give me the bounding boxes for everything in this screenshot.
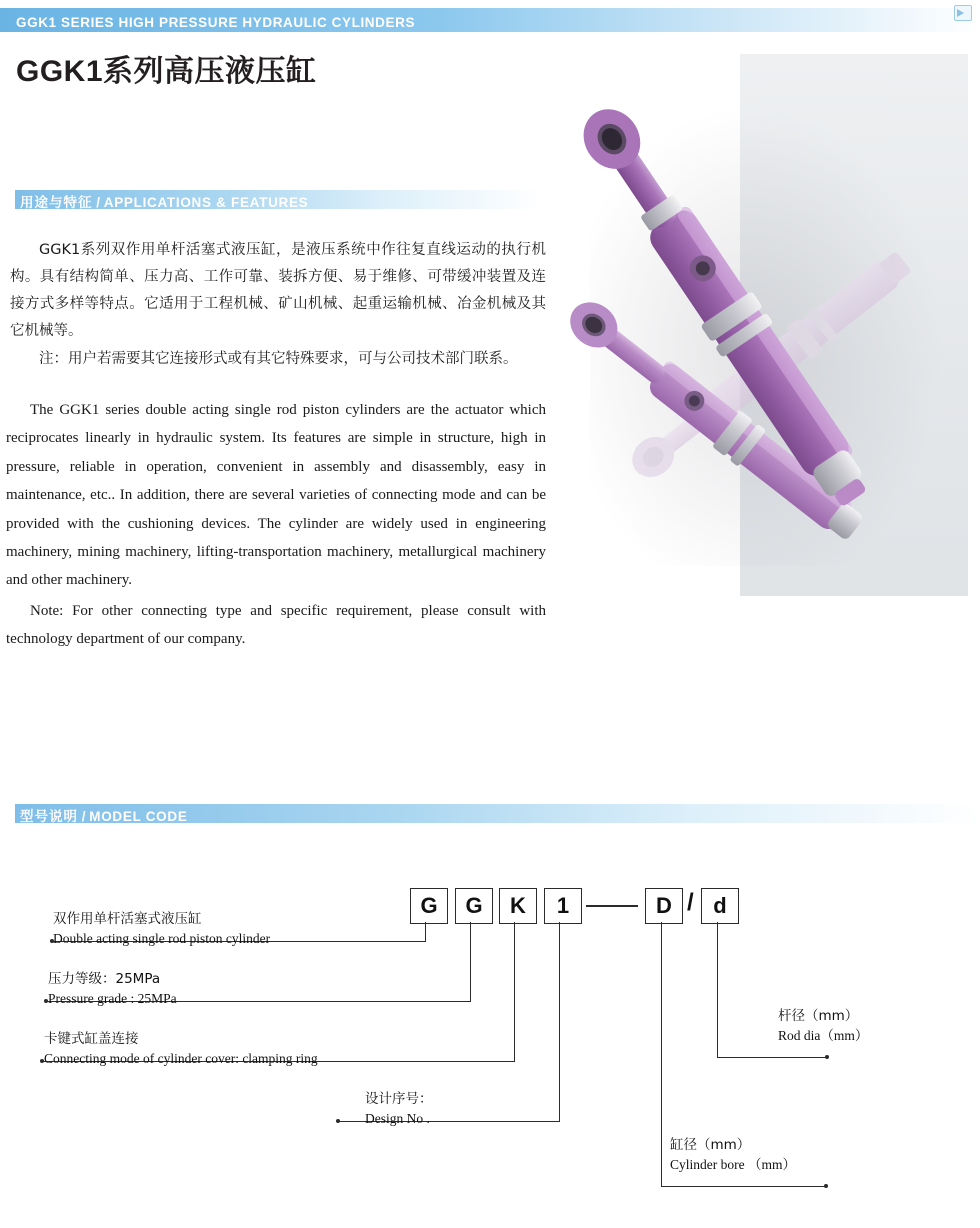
callout-4-cn: 设计序号： [365, 1091, 433, 1107]
page-corner-icon [954, 5, 972, 21]
body-cn-paragraph-1: GGK1系列双作用单杆活塞式液压缸，是液压系统中作往复直线运动的执行机构。具有结构简单、压力高、工作可靠、装拆方便、易于维修、可带缓冲装置及连接方式多样等特点。它适用于工程机械、矿山机械、起重运输机械、冶金机械及其它机械等。 [10, 242, 546, 339]
callout-3-cn: 卡键式缸盖连接 [44, 1031, 139, 1047]
section-heading-applications-text [20, 191, 308, 211]
code-slash: / [687, 889, 694, 916]
leader-4-vertical [559, 922, 560, 1121]
section-heading-applications-en: APPLICATIONS & FEATURES [103, 195, 309, 210]
section-heading-applications-cn: 用途与特征 [20, 195, 93, 210]
section-heading-model-code [10, 804, 980, 823]
body-text-english [6, 396, 546, 654]
body-text-chinese [10, 237, 546, 373]
callout-1-en: Double acting single rod piston cylinder [53, 931, 271, 946]
callout-3-label [44, 1030, 318, 1068]
leader-5-vertical [661, 922, 662, 1186]
section-heading-model-code-sep: / [78, 809, 90, 824]
leader-5-dot [824, 1184, 828, 1188]
code-box-2: G [455, 888, 493, 924]
section-heading-tick [10, 190, 15, 209]
body-en-paragraph-1: The GGK1 series double acting single rod piston cylinders are the actuator which reciprocates linearly in hydraulic system. Its features are simple in structure, high in pressure, reliable in operation, convenient in assembly and disassembly, easy in maintenance, etc.. In addition, there are several varieties of connecting mode and can be provided with the cushioning devices. The cylinder are widely used in engineering machinery, mining machinery, lifting-transportation machinery, metallurgical machinery and other machinery. [6, 402, 546, 589]
code-box-6: d [701, 888, 739, 924]
leader-6-vertical [717, 922, 718, 1057]
body-cn-paragraph-2: 注：用户若需要其它连接形式或有其它特殊要求，可与公司技术部门联系。 [39, 351, 518, 367]
section-heading-applications-sep: / [92, 195, 104, 210]
code-box-3: K [499, 888, 537, 924]
page-header-bar [0, 8, 980, 32]
product-photo [560, 36, 970, 596]
callout-6-cn: 杆径（mm） [778, 1008, 859, 1024]
callout-2-cn: 压力等级：25MPa [48, 971, 161, 987]
callout-2-label [48, 970, 177, 1008]
section-heading-model-code-text [20, 805, 188, 825]
code-box-5: D [645, 888, 683, 924]
leader-5-horizontal [661, 1186, 826, 1187]
callout-5-label [670, 1136, 796, 1174]
callout-5-en: Cylinder bore （mm） [670, 1157, 796, 1172]
callout-4-en: Design No . [365, 1111, 430, 1126]
code-box-4: 1 [544, 888, 582, 924]
callout-4-label [365, 1090, 433, 1128]
leader-2-vertical [470, 922, 471, 1001]
callout-1-label [53, 910, 270, 948]
body-en-paragraph-2: Note: For other connecting type and specific requirement, please consult with technology department of our company. [6, 602, 546, 648]
model-code-diagram [0, 855, 980, 1228]
code-box-1: G [410, 888, 448, 924]
callout-5-cn: 缸径（mm） [670, 1137, 751, 1153]
leader-6-dot [825, 1055, 829, 1059]
callout-3-en: Connecting mode of cylinder cover: clamping ring [44, 1051, 318, 1066]
cylinder-illustration [560, 36, 970, 596]
callout-6-label [778, 1007, 868, 1045]
leader-6-horizontal [717, 1057, 827, 1058]
callout-2-en: Pressure grade : 25MPa [48, 991, 177, 1006]
leader-4-dot [336, 1119, 340, 1123]
leader-1-vertical [425, 922, 426, 941]
section-heading-applications [10, 190, 540, 209]
leader-3-vertical [514, 922, 515, 1061]
section-heading-tick-2 [10, 804, 15, 823]
section-heading-model-code-cn: 型号说明 [20, 809, 78, 824]
page-title: GGK1系列高压液压缸 [16, 55, 317, 88]
callout-6-en: Rod dia（mm） [778, 1028, 869, 1043]
page-header-title: GGK1 SERIES HIGH PRESSURE HYDRAULIC CYLINDERS [16, 15, 416, 30]
code-dash [586, 905, 638, 907]
section-heading-model-code-en: MODEL CODE [89, 809, 188, 824]
callout-1-cn: 双作用单杆活塞式液压缸 [53, 911, 202, 927]
